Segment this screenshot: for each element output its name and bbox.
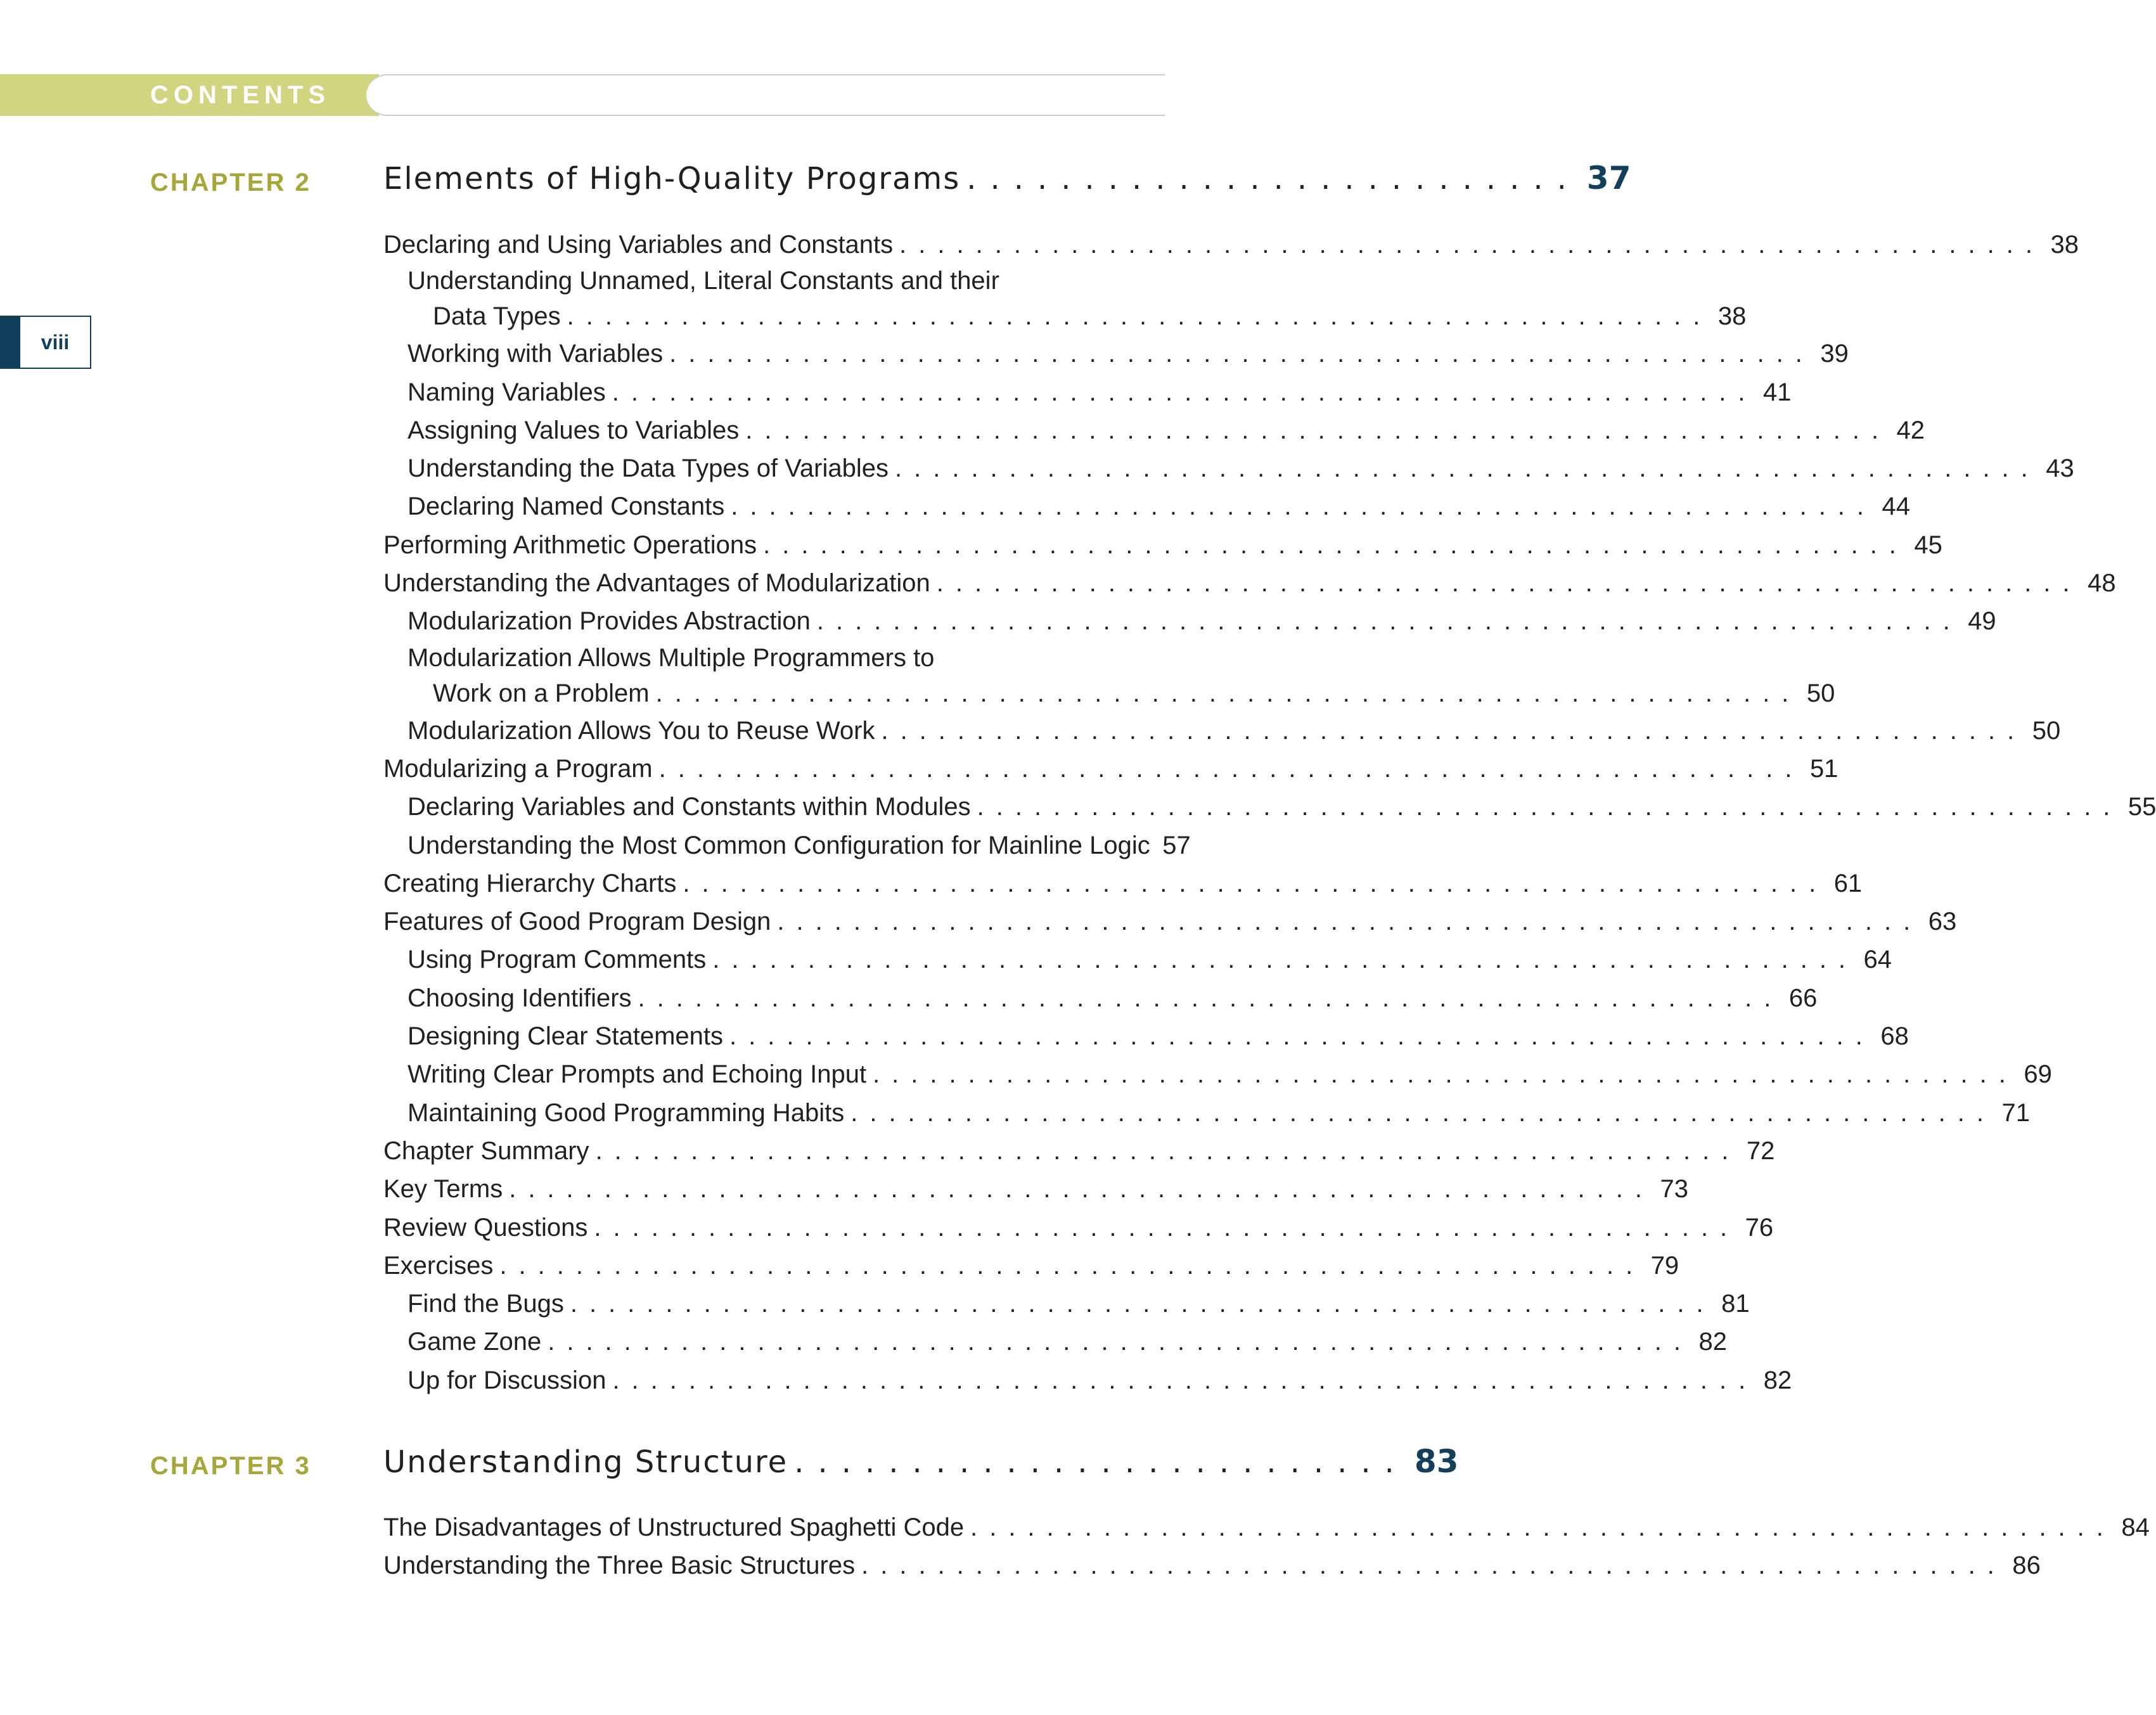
dot-leader: ............................................................ — [567, 302, 1712, 331]
toc-entry-page: 49 — [1968, 607, 1996, 636]
toc-entry-page: 39 — [1820, 340, 1849, 368]
dot-leader: ............................................................ — [894, 454, 2040, 483]
toc-entry[interactable] — [383, 750, 1838, 788]
toc-entry-text: Declaring Named Constants — [407, 492, 725, 521]
chapter-title: Elements of High-Quality Programs — [383, 161, 961, 196]
toc-entry-text: Modularization Provides Abstraction — [407, 607, 811, 636]
dot-leader: ............................................................ — [816, 607, 1962, 636]
toc-entry-text: Declaring Variables and Constants within Modules — [407, 793, 971, 821]
toc-entry-page: 44 — [1882, 492, 1911, 521]
toc-entry[interactable] — [383, 1361, 1792, 1399]
toc-entry[interactable] — [383, 526, 1942, 564]
toc-entry[interactable] — [383, 1055, 2052, 1093]
toc-entry[interactable] — [383, 1209, 1774, 1247]
dot-leader: ............................................................ — [977, 793, 2122, 821]
chapter-2-title-row[interactable] — [383, 160, 1631, 200]
toc-entry-page: 63 — [1928, 908, 1957, 936]
dot-leader: ............................................................ — [658, 754, 1804, 783]
dot-leader: ............................................................ — [881, 716, 2027, 745]
toc-entry-text: Find the Bugs — [407, 1290, 564, 1318]
toc-entry-text: Understanding Unnamed, Literal Constants and their — [407, 267, 999, 295]
chapter-2-entries — [383, 226, 2156, 1399]
toc-entry[interactable] — [383, 1017, 1909, 1055]
toc-entry[interactable] — [383, 712, 2061, 750]
chapter-page-number: 37 — [1586, 160, 1631, 196]
toc-entry-text: Understanding the Advantages of Modularization — [383, 569, 930, 598]
dot-leader: ............................................................ — [850, 1098, 1996, 1127]
toc-entry-text: Modularization Allows You to Reuse Work — [407, 716, 875, 745]
dot-leader: ............................................................ — [612, 378, 1757, 406]
toc-entry[interactable] — [383, 788, 2156, 826]
toc-entry-text-continued: Data Types — [433, 302, 561, 331]
dot-leader: ............................................................ — [548, 1328, 1693, 1356]
toc-entry-page: 76 — [1745, 1213, 1774, 1242]
toc-entry-page: 68 — [1880, 1022, 1909, 1051]
toc-entry-text: Choosing Identifiers — [407, 984, 632, 1012]
toc-entry-text: Chapter Summary — [383, 1136, 589, 1165]
toc-entry-page: 66 — [1788, 984, 1818, 1012]
dot-leader: ............................................................ — [612, 1366, 1758, 1394]
toc-entry-text: Using Program Comments — [407, 946, 707, 974]
dot-leader: ............................................................ — [594, 1213, 1740, 1242]
toc-entry[interactable] — [383, 411, 1925, 449]
toc-entry-text: Declaring and Using Variables and Constants — [383, 231, 894, 259]
dot-leader: ............................................................ — [638, 984, 1783, 1012]
toc-entry-page: 50 — [2032, 716, 2061, 745]
toc-entry-page: 48 — [2088, 569, 2116, 598]
toc-entry-text: Features of Good Program Design — [383, 908, 771, 936]
dot-leader: ............................................................ — [712, 946, 1858, 974]
dot-leader: ............................................................ — [763, 530, 1908, 559]
toc-entry-text: Assigning Values to Variables — [407, 416, 740, 444]
toc-entry[interactable] — [383, 864, 1863, 902]
dot-leader: ............................................................ — [861, 1551, 2006, 1580]
toc-entry[interactable] — [383, 335, 1849, 373]
dot-leader: ............................................................ — [936, 569, 2082, 598]
toc-entry-text: Maintaining Good Programming Habits — [407, 1098, 845, 1127]
toc-entry[interactable] — [383, 226, 2079, 264]
toc-entry-text: Working with Variables — [407, 340, 664, 368]
toc-entry[interactable] — [383, 902, 1957, 941]
toc-entry-page: 69 — [2024, 1060, 2052, 1089]
chapter-3-entries — [383, 1508, 2150, 1585]
toc-entry-text: Understanding the Most Common Configuration for Mainline Logic — [407, 831, 1150, 859]
toc-entry[interactable] — [383, 979, 1818, 1017]
toc-entry-page: 55 — [2127, 793, 2156, 821]
toc-entry-page: 79 — [1650, 1251, 1679, 1280]
toc-entry[interactable] — [383, 1508, 2150, 1546]
dot-leader: .......................... — [966, 161, 1581, 196]
dot-leader: ............................................................ — [595, 1136, 1741, 1165]
page-marker-bar — [0, 316, 20, 369]
dot-leader: ............................................................ — [745, 416, 1891, 444]
dot-leader: ............................................................ — [683, 869, 1828, 897]
toc-entry[interactable] — [383, 1323, 1728, 1361]
toc-entry-page: 61 — [1833, 869, 1863, 897]
toc-entry-text-continued: Work on a Problem — [433, 679, 650, 707]
dot-leader: ............................................................ — [509, 1175, 1654, 1204]
toc-entry-text: Key Terms — [383, 1175, 503, 1204]
toc-entry-text: Creating Hierarchy Charts — [383, 869, 677, 897]
chapter-page-number: 83 — [1414, 1443, 1459, 1480]
toc-entry[interactable] — [383, 1094, 2031, 1132]
toc-entry[interactable] — [383, 1247, 1679, 1285]
toc-entry[interactable] — [383, 1546, 2041, 1584]
toc-entry-page: 81 — [1721, 1290, 1750, 1318]
toc-entry-page: 50 — [1806, 679, 1835, 707]
dot-leader: ............................................................ — [499, 1251, 1645, 1280]
toc-entry-page: 73 — [1660, 1175, 1688, 1204]
dot-leader: ............................................................ — [729, 1022, 1875, 1051]
toc-entry-page: 84 — [2121, 1513, 2150, 1541]
chapter-title: Understanding Structure — [383, 1444, 788, 1480]
toc-entry-page: 82 — [1763, 1366, 1792, 1394]
toc-entry-page: 42 — [1896, 416, 1925, 444]
toc-entry-text: Up for Discussion — [407, 1366, 606, 1394]
toc-entry-page: 71 — [2001, 1098, 2031, 1127]
chapter-3-title-row[interactable] — [383, 1443, 1459, 1484]
toc-entry-page: 45 — [1914, 530, 1942, 559]
toc-entry[interactable] — [383, 641, 1835, 712]
toc-entry[interactable] — [383, 1170, 1688, 1208]
contents-header-tab — [366, 74, 1165, 116]
toc-entry-text: Understanding the Three Basic Structures — [383, 1551, 856, 1580]
toc-entry-page: 64 — [1863, 946, 1892, 974]
toc-entry[interactable] — [383, 373, 1792, 411]
toc-entry-text: Performing Arithmetic Operations — [383, 530, 757, 559]
toc-entry-page: 41 — [1763, 378, 1792, 406]
toc-entry-page: 51 — [1809, 754, 1838, 783]
toc-entry[interactable] — [383, 1132, 1775, 1170]
dot-leader: ............................................................ — [873, 1060, 2018, 1089]
toc-entry-text: Exercises — [383, 1251, 494, 1280]
toc-entry-text: Review Questions — [383, 1213, 588, 1242]
toc-entry[interactable] — [383, 602, 1996, 640]
toc-entry[interactable] — [383, 941, 1892, 979]
toc-entry-text: The Disadvantages of Unstructured Spaghetti Code — [383, 1513, 965, 1541]
toc-entry-text: Game Zone — [407, 1328, 542, 1356]
toc-entry-page: 38 — [1717, 302, 1747, 331]
toc-entry-text: Modularization Allows Multiple Programmers to — [407, 643, 935, 672]
toc-entry-page: 82 — [1698, 1328, 1728, 1356]
chapter-3-label: CHAPTER 3 — [150, 1452, 311, 1480]
toc-entry-page: 57 — [1162, 831, 1191, 859]
toc-entry[interactable] — [383, 449, 2074, 487]
toc-entry-page: 43 — [2046, 454, 2074, 483]
toc-entry-page: 72 — [1746, 1136, 1775, 1165]
toc-entry-page: 38 — [2050, 231, 2079, 259]
toc-entry-page: 86 — [2012, 1551, 2041, 1580]
toc-entry-text: Naming Variables — [407, 378, 606, 406]
toc-entry-text: Writing Clear Prompts and Echoing Input — [407, 1060, 867, 1089]
toc-entry[interactable] — [383, 487, 1911, 525]
contents-header-label: CONTENTS — [150, 81, 330, 109]
toc-entry[interactable] — [383, 826, 1191, 864]
toc-entry[interactable] — [383, 264, 1747, 335]
toc-entry-text: Designing Clear Statements — [407, 1022, 724, 1051]
dot-leader: ............................................................ — [669, 340, 1814, 368]
toc-entry[interactable] — [383, 564, 2116, 602]
dot-leader: ............................................................ — [731, 492, 1877, 521]
chapter-2-label: CHAPTER 2 — [150, 169, 311, 196]
dot-leader: ............................................................ — [570, 1290, 1716, 1318]
toc-entry-text: Modularizing a Program — [383, 754, 653, 783]
dot-leader: ............................................................ — [777, 908, 1923, 936]
toc-entry-text: Understanding the Data Types of Variables — [407, 454, 889, 483]
toc-entry[interactable] — [383, 1285, 1750, 1323]
dot-leader: ............................................................ — [970, 1513, 2115, 1541]
dot-leader: .......................... — [794, 1444, 1408, 1480]
dot-leader: ............................................................ — [899, 231, 2044, 259]
dot-leader: ............................................................ — [655, 679, 1801, 707]
page-number: viii — [20, 316, 91, 369]
